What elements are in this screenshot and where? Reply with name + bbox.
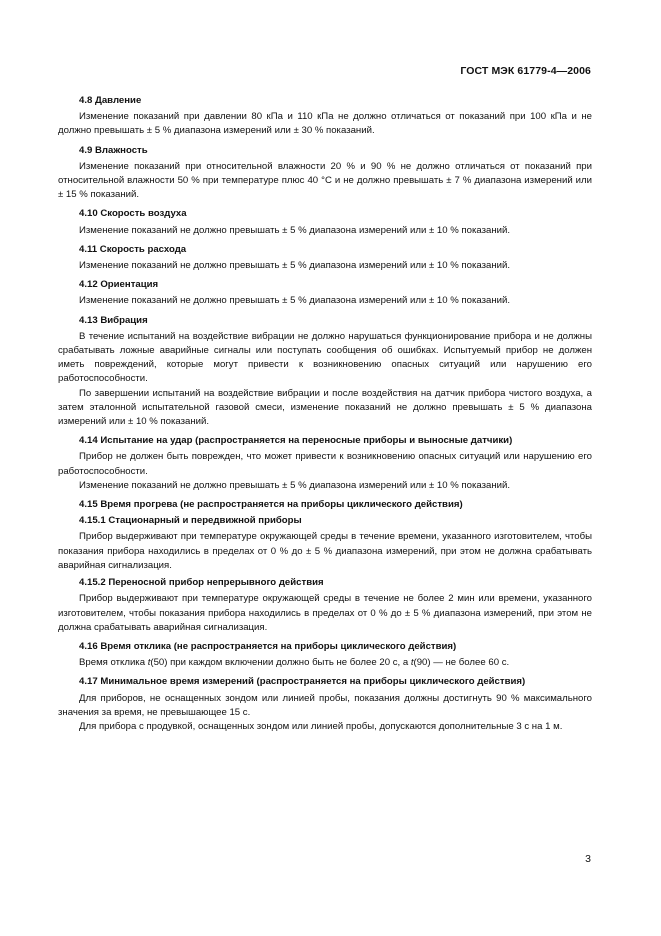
- paragraph-response-time: [58, 656, 592, 670]
- paragraph: Прибор выдерживают при температуре окружающей среды в течение не более 2 мин или времени, указанного изготовителем, чтобы показания прибора находились в пределах от 0 % до ± 5 % диапазона измерений, при этом не должна срабатывать аварийная сигнализация.: [58, 593, 592, 633]
- section-heading: 4.15.1 Стационарный и передвижной приборы: [79, 515, 302, 527]
- section-heading: 4.13 Вибрация: [79, 314, 148, 326]
- standard-header: ГОСТ МЭК 61779-4—2006: [460, 65, 591, 77]
- section-4-14: [58, 434, 592, 493]
- paragraph: Для приборов, не оснащенных зондом или линией пробы, показания должны достигнуть 90 % максимального значения за время, не превышающее 15 с.: [58, 692, 592, 718]
- section-4-8: [58, 94, 592, 139]
- symbol-t: t: [410, 657, 414, 669]
- paragraph: Изменение показаний не должно превышать ± 5 % диапазона измерений или ± 10 % показаний.: [79, 260, 511, 272]
- section-heading: 4.17 Минимальное время измерений (распространяется на приборы циклического действия): [79, 676, 526, 688]
- section-heading: 4.15 Время прогрева (не распространяется на приборы циклического действия): [79, 499, 463, 511]
- paragraph: Изменение показаний не должно превышать ± 5 % диапазона измерений или ± 10 % показаний.: [79, 479, 511, 491]
- section-4-9: [58, 144, 592, 203]
- section-heading: 4.8 Давление: [79, 95, 142, 106]
- document-body: [58, 94, 592, 739]
- paragraph: Для прибора с продувкой, оснащенных зондом или линией пробы, допускаются дополнительные 3 с на 1 м.: [79, 720, 563, 732]
- page-number: 3: [585, 853, 591, 865]
- section-4-10: [58, 207, 592, 237]
- paragraph: В течение испытаний на воздействие вибрации не должно нарушаться функционирование прибора и не должны срабатывать ложные аварийные сигналы или поступать сообщения об ошибках. Испытуемый прибор не должен иметь повреждений, которые могут привести к возникновению опасных ситуаций или нарушению его работоспособности.: [58, 330, 592, 385]
- paragraph: Изменение показаний при относительной влажности 20 % и 90 % не должно отличаться от показаний при относительной влажности 50 % при температуре плюс 40 °С и не должно превышать ± 7 % диапазона измерений или ± 15 % показаний.: [58, 160, 592, 201]
- paragraph: По завершении испытаний на воздействие вибрации и после воздействия на датчик прибора чистого воздуха, а затем эталонной испытательной газовой смеси, изменение показаний не должно превышать ± 5 % диапазона измерений или ± 10 % показаний.: [58, 387, 592, 428]
- section-heading: 4.12 Ориентация: [79, 279, 159, 291]
- text-fragment: (50) при каждом включении должно быть не более 20 с, а: [150, 657, 411, 669]
- section-4-15: [58, 498, 592, 512]
- paragraph: Прибор не должен быть поврежден, что может привести к возникновению опасных ситуаций или нарушению его работоспособности.: [58, 451, 592, 477]
- paragraph: Изменение показаний при давлении 80 кПа и 110 кПа не должно отличаться от показаний при 100 кПа и не должно превышать ± 5 % диапазона измерений или ± 30 % показаний.: [58, 111, 592, 137]
- paragraph: Прибор выдерживают при температуре окружающей среды в течение времени, указанного изготовителем, чтобы показания прибора находились в пределах от 0 % до ± 5 % диапазона измерений, при этом не должна срабатывать аварийная сигнализация.: [58, 531, 592, 571]
- section-4-16: [58, 640, 592, 670]
- section-heading: 4.10 Скорость воздуха: [79, 208, 187, 220]
- paragraph: Изменение показаний не должно превышать ± 5 % диапазона измерений или ± 10 % показаний.: [79, 224, 511, 236]
- text-fragment: (90) — не более 60 с.: [413, 657, 510, 669]
- section-heading: 4.16 Время отклика (не распространяется на приборы циклического действия): [79, 640, 457, 652]
- section-4-15-1: [58, 514, 592, 573]
- section-4-12: [58, 278, 592, 308]
- section-4-15-2: [58, 576, 592, 635]
- section-heading: 4.15.2 Переносной прибор непрерывного действия: [79, 577, 324, 589]
- section-heading: 4.11 Скорость расхода: [79, 243, 187, 255]
- symbol-t: t: [147, 657, 151, 669]
- section-4-17: [58, 675, 592, 734]
- section-heading: 4.14 Испытание на удар (распространяется на переносные приборы и выносные датчики): [79, 435, 513, 447]
- text-fragment: Время отклика: [79, 657, 148, 669]
- section-4-13: [58, 314, 592, 430]
- section-4-11: [58, 243, 592, 273]
- paragraph: Изменение показаний не должно превышать ± 5 % диапазона измерений или ± 10 % показаний.: [79, 295, 511, 307]
- section-heading: 4.9 Влажность: [79, 144, 148, 156]
